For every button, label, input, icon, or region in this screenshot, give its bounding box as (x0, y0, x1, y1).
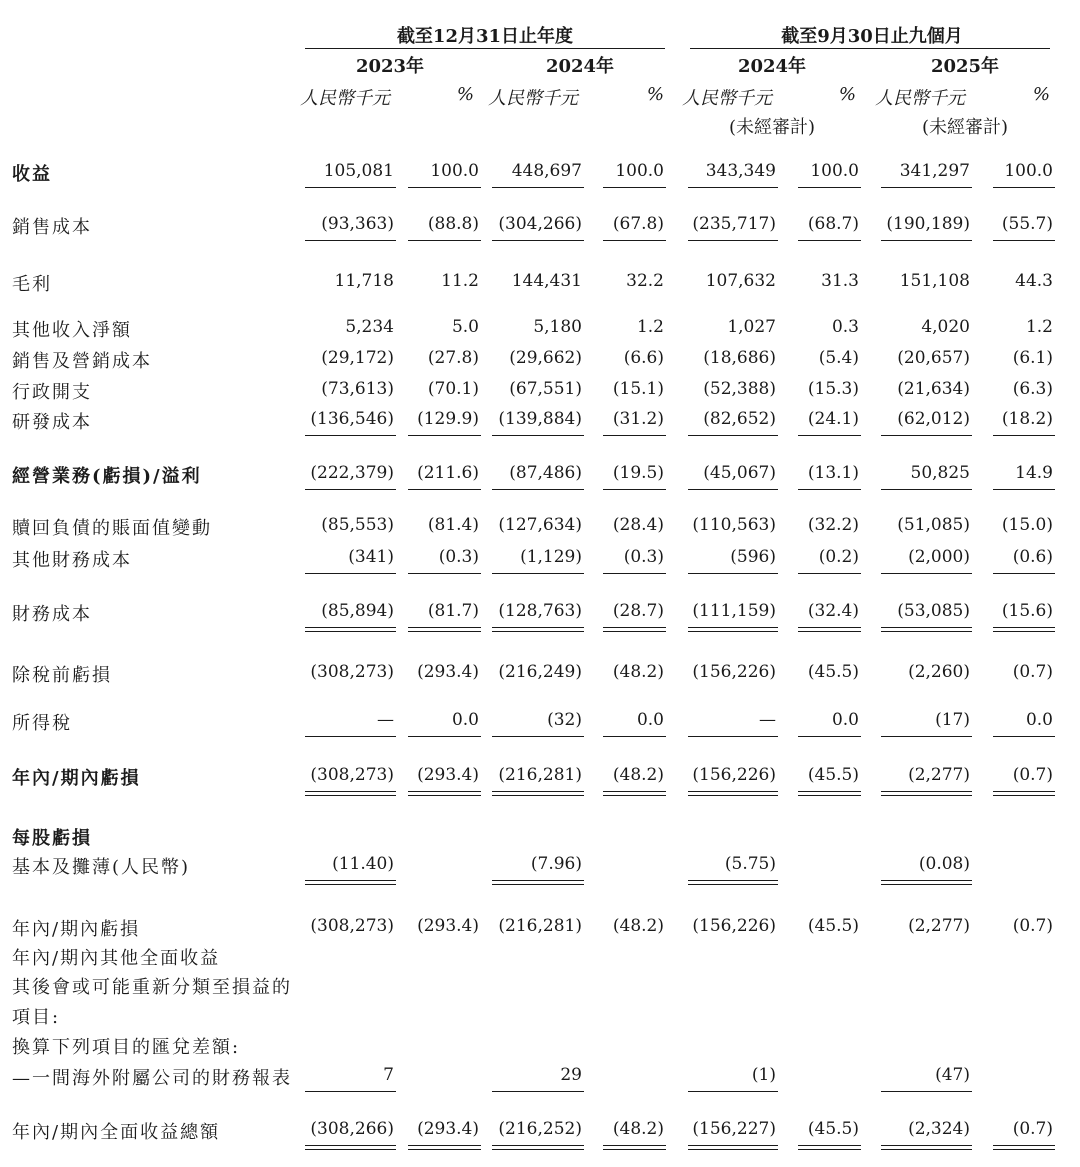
percent-cell: (31.2) (612, 409, 664, 429)
row-label: 換算下列項目的匯兌差額: (12, 1037, 241, 1058)
row-label: 其他財務成本 (12, 550, 132, 571)
amount-cell: (17) (935, 710, 970, 730)
percent-cell: (55.7) (1001, 214, 1053, 234)
underline-rule (798, 489, 861, 490)
underline-rule (603, 736, 666, 737)
amount-cell: (21,634) (897, 379, 970, 399)
percent-cell: (27.8) (427, 348, 479, 368)
percent-cell: 32.2 (626, 271, 664, 291)
percent-cell: (15.3) (807, 379, 859, 399)
percent-cell: (24.1) (807, 409, 859, 429)
row-label: 每股虧損 (12, 828, 92, 849)
row-label: 行政開支 (12, 382, 92, 403)
underline-rule (688, 884, 778, 885)
amount-cell: (308,266) (310, 1119, 394, 1139)
amount-cell: (85,894) (321, 601, 394, 621)
amount-cell: (190,189) (886, 214, 970, 234)
underline-rule (603, 1149, 666, 1150)
underline-rule (603, 489, 666, 490)
amount-cell: (67,551) (509, 379, 582, 399)
amount-cell: (87,486) (509, 463, 582, 483)
row-label: 年內/期內其他全面收益 (12, 948, 221, 969)
percent-cell: 100.0 (1004, 161, 1053, 181)
row-label: 財務成本 (12, 604, 92, 625)
percent-cell: (0.7) (1012, 662, 1053, 682)
underline-rule (881, 1149, 972, 1150)
underline-rule (688, 240, 778, 241)
underline-rule (305, 573, 396, 574)
amount-cell: (216,281) (498, 916, 582, 936)
amount-cell: (156,226) (692, 765, 776, 785)
underline-rule (492, 1149, 584, 1150)
amount-cell: 4,020 (921, 317, 970, 337)
header-year-2024-9m: 2024年 (737, 56, 807, 77)
underline-rule (492, 791, 584, 792)
percent-cell: (6.3) (1012, 379, 1053, 399)
amount-cell: (85,553) (321, 515, 394, 535)
underline-rule (492, 884, 584, 885)
amount-cell: (308,273) (310, 662, 394, 682)
amount-cell: 343,349 (705, 161, 776, 181)
underline-rule (881, 240, 972, 241)
underline-rule (492, 435, 584, 436)
percent-cell: (45.5) (807, 765, 859, 785)
percent-cell: (48.2) (612, 765, 664, 785)
row-label: 研發成本 (12, 412, 92, 433)
row-label: —一間海外附屬公司的財務報表 (12, 1068, 292, 1089)
amount-cell: (216,249) (498, 662, 582, 682)
header-pct-2024: % (646, 84, 664, 105)
underline-rule (993, 435, 1055, 436)
amount-cell: 50,825 (910, 463, 970, 483)
underline-rule (881, 791, 972, 792)
underline-rule (993, 631, 1055, 632)
underline-rule (603, 631, 666, 632)
row-label: 毛利 (12, 274, 52, 295)
amount-cell: 11,718 (334, 271, 394, 291)
underline-rule (603, 791, 666, 792)
percent-cell: (81.4) (427, 515, 479, 535)
underline-rule (798, 631, 861, 632)
amount-cell: (216,252) (498, 1119, 582, 1139)
amount-cell: (7.96) (530, 854, 582, 874)
underline-rule (688, 795, 778, 796)
amount-cell: (2,000) (908, 547, 970, 567)
header-year-2025-9m: 2025年 (930, 56, 1000, 77)
underline-rule (603, 573, 666, 574)
percent-cell: 100.0 (810, 161, 859, 181)
amount-cell: (47) (935, 1065, 970, 1085)
percent-cell: (67.8) (612, 214, 664, 234)
amount-cell: (341) (348, 547, 394, 567)
underline-rule (993, 1149, 1055, 1150)
percent-cell: (0.7) (1012, 916, 1053, 936)
amount-cell: (20,657) (897, 348, 970, 368)
underline-rule (798, 435, 861, 436)
percent-cell: (0.7) (1012, 1119, 1053, 1139)
underline-rule (408, 1149, 481, 1150)
percent-cell: 1.2 (636, 317, 664, 337)
percent-cell: (68.7) (807, 214, 859, 234)
underline-rule (993, 573, 1055, 574)
amount-cell: 341,297 (899, 161, 970, 181)
underline-rule (881, 573, 972, 574)
underline-rule (305, 1149, 396, 1150)
amount-cell: (5.75) (724, 854, 776, 874)
percent-cell: (28.7) (612, 601, 664, 621)
underline-rule (492, 187, 584, 188)
underline-rule (492, 880, 584, 881)
row-label: 經營業務(虧損)/溢利 (12, 466, 202, 487)
percent-cell: (18.2) (1001, 409, 1053, 429)
underline-rule (798, 573, 861, 574)
percent-cell: (293.4) (417, 765, 479, 785)
amount-cell: (156,226) (692, 662, 776, 682)
underline-rule (881, 489, 972, 490)
amount-cell: 29 (560, 1065, 582, 1085)
percent-cell: (70.1) (427, 379, 479, 399)
amount-cell: (93,363) (321, 214, 394, 234)
row-label: 年內/期內全面收益總額 (12, 1122, 221, 1143)
underline-rule (993, 791, 1055, 792)
underline-rule (408, 791, 481, 792)
underline-rule (603, 435, 666, 436)
underline-rule (688, 489, 778, 490)
underline-rule (408, 795, 481, 796)
percent-cell: (293.4) (417, 916, 479, 936)
row-label: 收益 (12, 164, 52, 185)
underline-rule (688, 631, 778, 632)
underline-rule (881, 1091, 972, 1092)
underline-rule (688, 187, 778, 188)
underline-rule (688, 736, 778, 737)
underline-rule (688, 627, 778, 628)
percent-cell: 44.3 (1015, 271, 1053, 291)
row-label: 年內/期內虧損 (12, 919, 141, 940)
amount-cell: (139,884) (498, 409, 582, 429)
underline-rule (408, 435, 481, 436)
percent-cell: 31.3 (821, 271, 859, 291)
percent-cell: (32.2) (807, 515, 859, 535)
underline-rule (688, 1145, 778, 1146)
percent-cell: (0.6) (1012, 547, 1053, 567)
row-label: 其他收入淨額 (12, 320, 132, 341)
underline-rule (798, 240, 861, 241)
amount-cell: (128,763) (498, 601, 582, 621)
header-unit-2025-9m: 人民幣千元 (875, 88, 965, 109)
underline-rule (305, 1091, 396, 1092)
percent-cell: (15.1) (612, 379, 664, 399)
underline-rule (881, 631, 972, 632)
amount-cell: (62,012) (897, 409, 970, 429)
underline-rule (408, 631, 481, 632)
underline-rule (492, 573, 584, 574)
underline-rule (408, 573, 481, 574)
percent-cell: 0.0 (1025, 710, 1053, 730)
header-group-nine-months: 截至9月30日止九個月 (781, 26, 963, 47)
underline-rule (881, 795, 972, 796)
percent-cell: (5.4) (818, 348, 859, 368)
amount-cell: 151,108 (899, 271, 970, 291)
percent-cell: (0.3) (438, 547, 479, 567)
amount-cell: 144,431 (511, 271, 582, 291)
amount-cell: (596) (730, 547, 776, 567)
underline-rule (993, 627, 1055, 628)
underline-rule (603, 240, 666, 241)
underline-rule (603, 187, 666, 188)
amount-cell: 1,027 (727, 317, 776, 337)
underline-rule (305, 880, 396, 881)
amount-cell: (304,266) (498, 214, 582, 234)
amount-cell: (45,067) (703, 463, 776, 483)
underline-rule (993, 736, 1055, 737)
underline-rule (688, 791, 778, 792)
amount-cell: (136,546) (310, 409, 394, 429)
underline-rule (408, 187, 481, 188)
amount-cell: 5,234 (345, 317, 394, 337)
underline-rule (881, 187, 972, 188)
header-unaudited-2024: (未經審計) (728, 117, 816, 138)
header-year-2023: 2023年 (355, 56, 425, 77)
percent-cell: (0.7) (1012, 765, 1053, 785)
underline-rule (993, 240, 1055, 241)
percent-cell: (129.9) (417, 409, 479, 429)
amount-cell: (110,563) (692, 515, 776, 535)
amount-cell: (18,686) (703, 348, 776, 368)
underline-rule (798, 795, 861, 796)
underline-rule (798, 627, 861, 628)
percent-cell: 0.0 (831, 710, 859, 730)
header-unit-2024: 人民幣千元 (488, 88, 578, 109)
percent-cell: (0.3) (623, 547, 664, 567)
amount-cell: (156,227) (692, 1119, 776, 1139)
amount-cell: — (759, 710, 776, 730)
amount-cell: 5,180 (533, 317, 582, 337)
amount-cell: (1,129) (520, 547, 582, 567)
amount-cell: 105,081 (323, 161, 394, 181)
header-unit-2023: 人民幣千元 (300, 88, 390, 109)
header-pct-2023: % (456, 84, 474, 105)
underline-rule (688, 573, 778, 574)
amount-cell: (2,277) (908, 765, 970, 785)
amount-cell: (53,085) (897, 601, 970, 621)
amount-cell: (111,159) (692, 601, 776, 621)
underline-rule (993, 489, 1055, 490)
underline-rule (305, 489, 396, 490)
amount-cell: (156,226) (692, 916, 776, 936)
percent-cell: (211.6) (417, 463, 479, 483)
underline-rule (993, 1145, 1055, 1146)
percent-cell: 0.0 (451, 710, 479, 730)
amount-cell: 448,697 (511, 161, 582, 181)
percent-cell: (48.2) (612, 916, 664, 936)
underline-rule (603, 1145, 666, 1146)
underline-rule (305, 627, 396, 628)
percent-cell: 100.0 (430, 161, 479, 181)
underline-rule (305, 1145, 396, 1146)
amount-cell: (308,273) (310, 765, 394, 785)
percent-cell: (15.0) (1001, 515, 1053, 535)
percent-cell: (48.2) (612, 1119, 664, 1139)
percent-cell: (293.4) (417, 1119, 479, 1139)
underline-rule (688, 880, 778, 881)
underline-rule (798, 791, 861, 792)
row-label: 銷售及營銷成本 (12, 351, 152, 372)
percent-cell: (13.1) (807, 463, 859, 483)
amount-cell: — (377, 710, 394, 730)
amount-cell: (51,085) (897, 515, 970, 535)
underline-rule (492, 489, 584, 490)
underline-rule (798, 1149, 861, 1150)
underline-rule (881, 435, 972, 436)
underline-rule (408, 1145, 481, 1146)
percent-cell: 1.2 (1025, 317, 1053, 337)
amount-cell: (2,324) (908, 1119, 970, 1139)
amount-cell: (52,388) (703, 379, 776, 399)
underline-rule (305, 795, 396, 796)
underline-rule (603, 627, 666, 628)
underline-rule (688, 435, 778, 436)
header-group-annual: 截至12月31日止年度 (396, 26, 574, 47)
amount-cell: (127,634) (498, 515, 582, 535)
percent-cell: 100.0 (615, 161, 664, 181)
underline-rule (305, 884, 396, 885)
row-label: 其後會或可能重新分類至損益的 (12, 977, 292, 998)
underline-rule (492, 627, 584, 628)
underline-rule (881, 627, 972, 628)
header-pct-2025-9m: % (1032, 84, 1050, 105)
percent-cell: 14.9 (1015, 463, 1053, 483)
amount-cell: (0.08) (918, 854, 970, 874)
underline-rule (993, 187, 1055, 188)
row-label: 項目: (12, 1007, 61, 1028)
percent-cell: (81.7) (427, 601, 479, 621)
amount-cell: (11.40) (332, 854, 394, 874)
percent-cell: (15.6) (1001, 601, 1053, 621)
row-label: 銷售成本 (12, 217, 92, 238)
amount-cell: (216,281) (498, 765, 582, 785)
underline-rule (408, 489, 481, 490)
underline-rule (305, 736, 396, 737)
header-year-2024: 2024年 (545, 56, 615, 77)
amount-cell: (29,172) (321, 348, 394, 368)
percent-cell: (19.5) (612, 463, 664, 483)
underline-rule (305, 187, 396, 188)
amount-cell: (73,613) (321, 379, 394, 399)
row-label: 年內/期內虧損 (12, 768, 141, 789)
underline-rule (492, 240, 584, 241)
underline-rule (492, 1091, 584, 1092)
row-label: 所得稅 (12, 713, 72, 734)
underline-rule (492, 736, 584, 737)
underline-rule (305, 791, 396, 792)
percent-cell: (48.2) (612, 662, 664, 682)
amount-cell: 107,632 (705, 271, 776, 291)
underline-rule (305, 435, 396, 436)
percent-cell: (45.5) (807, 1119, 859, 1139)
header-unaudited-2025: (未經審計) (921, 117, 1009, 138)
underline-rule (881, 1145, 972, 1146)
percent-cell: (28.4) (612, 515, 664, 535)
header-unit-2024-9m: 人民幣千元 (682, 88, 772, 109)
percent-cell: (0.2) (818, 547, 859, 567)
underline-rule (993, 795, 1055, 796)
percent-cell: (6.6) (623, 348, 664, 368)
percent-cell: (32.4) (807, 601, 859, 621)
percent-cell: 0.0 (636, 710, 664, 730)
underline-rule (408, 240, 481, 241)
percent-cell: (45.5) (807, 662, 859, 682)
row-label: 除稅前虧損 (12, 665, 112, 686)
underline-rule (798, 736, 861, 737)
row-label: 基本及攤薄(人民幣) (12, 857, 191, 878)
percent-cell: (45.5) (807, 916, 859, 936)
underline-rule (492, 795, 584, 796)
percent-cell: 11.2 (441, 271, 479, 291)
percent-cell: 0.3 (831, 317, 859, 337)
amount-cell: (82,652) (703, 409, 776, 429)
amount-cell: (308,273) (310, 916, 394, 936)
percent-cell: (6.1) (1012, 348, 1053, 368)
amount-cell: (2,277) (908, 916, 970, 936)
percent-cell: (293.4) (417, 662, 479, 682)
amount-cell: (235,717) (692, 214, 776, 234)
underline-rule (798, 1145, 861, 1146)
percent-cell: 5.0 (451, 317, 479, 337)
amount-cell: 7 (383, 1065, 394, 1085)
percent-cell: (88.8) (427, 214, 479, 234)
amount-cell: (222,379) (310, 463, 394, 483)
underline-rule (305, 631, 396, 632)
underline-rule (305, 240, 396, 241)
underline-rule (881, 884, 972, 885)
underline-rule (688, 1091, 778, 1092)
amount-cell: (1) (751, 1065, 776, 1085)
underline-rule (408, 736, 481, 737)
underline-rule (408, 627, 481, 628)
row-label: 贖回負債的賬面值變動 (12, 518, 212, 539)
underline-rule (492, 1145, 584, 1146)
amount-cell: (2,260) (908, 662, 970, 682)
underline-rule (798, 187, 861, 188)
underline-rule (688, 1149, 778, 1150)
underline-rule (881, 880, 972, 881)
amount-cell: (29,662) (509, 348, 582, 368)
header-pct-2024-9m: % (838, 84, 856, 105)
underline-rule (881, 736, 972, 737)
amount-cell: (32) (547, 710, 582, 730)
underline-rule (603, 795, 666, 796)
underline-rule (492, 631, 584, 632)
